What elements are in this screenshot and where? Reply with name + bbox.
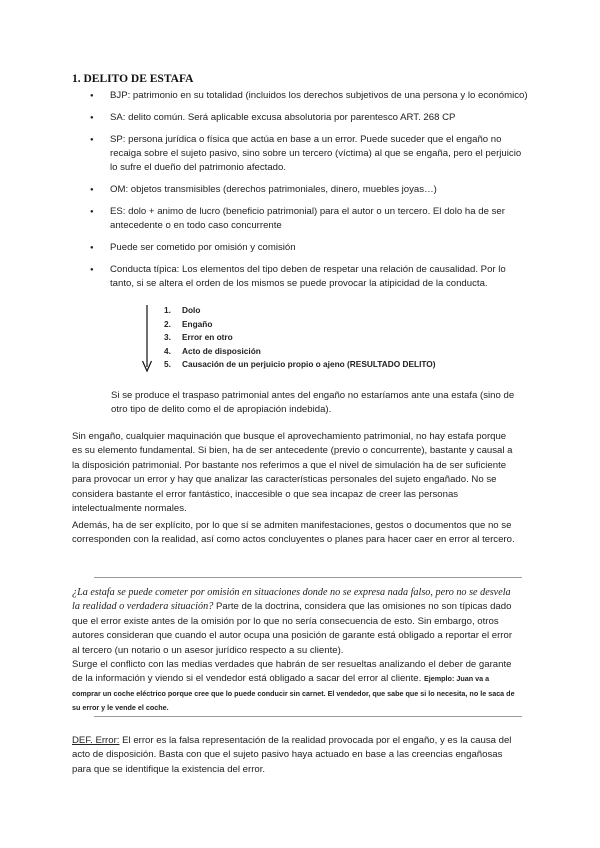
down-arrow-icon (141, 305, 153, 375)
explicito-paragraph: Además, ha de ser explícito, por lo que sí se admiten manifestaciones, gestos o documentos que no se corresponden con la realidad, así como actos concluyentes o planes para hacer caer en error al tercero. (72, 520, 515, 546)
bullet-omision-comision: ● Puede ser cometido por omisión y comisión (90, 241, 530, 255)
step-item: 4. Acto de disposición (164, 345, 261, 356)
medias-verdades-text: Surge el conflicto con las medias verdades que habrán de ser resueltas analizando el deber de garante de la información y viendo si el vendedor está obligado a sacar del error al cliente. (72, 659, 512, 685)
bullet-bjp: ● BJP: patrimonio en su totalidad (incluidos los derechos subjetivos de una persona y lo económico) (90, 89, 530, 103)
example-text: Ejemplo: Juan va a comprar un coche eléctrico porque cree que lo puede conducir sin carnet. El vendedor, que sabe que si lo necesita, no le saca de su error y le vende el coche. (72, 674, 515, 713)
omision-question: ¿La estafa se puede cometer por omisión en situaciones donde no se expresa nada falso, pero no se desvela la realidad o verdadera situación? (72, 587, 511, 613)
step-item: 5. Causación de un perjuicio propio o ajeno (RESULTADO DELITO) (164, 359, 436, 369)
step-item: 3. Error en otro (164, 332, 233, 342)
definition-label: DEF. Error: (72, 735, 120, 746)
step-item: 2. Engaño (164, 318, 213, 329)
bullet-es: ● ES: dolo + animo de lucro (beneficio patrimonial) para el autor o un tercero. El dolo ha de ser antecedente o en todo caso concurrente (90, 205, 530, 233)
causal-steps-list (164, 304, 436, 372)
definition-paragraph (72, 734, 518, 777)
bullet-sa: ● SA: delito común. Será aplicable excusa absolutoria por parentesco ART. 268 CP (90, 111, 530, 125)
bullet-sp: ● SP: persona jurídica o física que actúa en base a un error. Puede suceder que el engaño no recaiga sobre el sujeto pasivo, sino sobre un tercero (víctima) al que se engaña, pero el perjuicio lo sufre el dueño del patrimonio afectado. (90, 133, 530, 175)
definition-text: El error es la falsa representación de la realidad provocada por el engaño, y es la causa del acto de disposición. Basta con que el sujeto pasivo haya actuado en base a las creencias engañosas para que se identifique la existencia del error. (72, 735, 512, 775)
bullet-conducta-tipica: ● Conducta típica: Los elementos del tipo deben de respetar una relación de causalidad. Por lo tanto, si se altera el orden de los mismos se puede provocar la atipicidad de la conducta. (90, 263, 530, 291)
divider (94, 577, 522, 578)
omision-paragraph (72, 586, 518, 716)
traspaso-note: Si se produce el traspaso patrimonial antes del engaño no estaríamos ante una estafa (sino de otro tipo de delito como el de apropiación indebida). (111, 390, 515, 415)
bullet-om: ● OM: objetos transmisibles (derechos patrimoniales, dinero, muebles joyas…) (90, 183, 530, 197)
divider (94, 716, 522, 717)
elements-list (90, 89, 530, 299)
section-heading: 1. DELITO DE ESTAFA (72, 73, 194, 85)
engano-paragraph: Sin engaño, cualquier maquinación que busque el aprovechamiento patrimonial, no hay estafa porque es su elemento fundamental. Si bien, ha de ser antecedente (previo o concurrente), bastante y causal a la disposición patrimonial. Por bastante nos referimos a que el nivel de simulación ha de ser suficiente para provocar un error y hay que analizar las características personales del sujeto engañado. No se considera bastante el error fantástico, inaccesible o que sea incapaz de creer las personas intelectualmente normales. (72, 431, 513, 515)
omision-text: Parte de la doctrina, considera que las omisiones no son típicas dado que el error existe antes de la omisión por lo que no sería consecuencia de esto. Sin embargo, otros autores consideran que cuando el autor ocupa una posición de garante está obligado a reportar el error al tercero (un notario o un asesor jurídico respecto a su cliente). (72, 601, 513, 656)
step-item: 1. Dolo (164, 305, 201, 315)
